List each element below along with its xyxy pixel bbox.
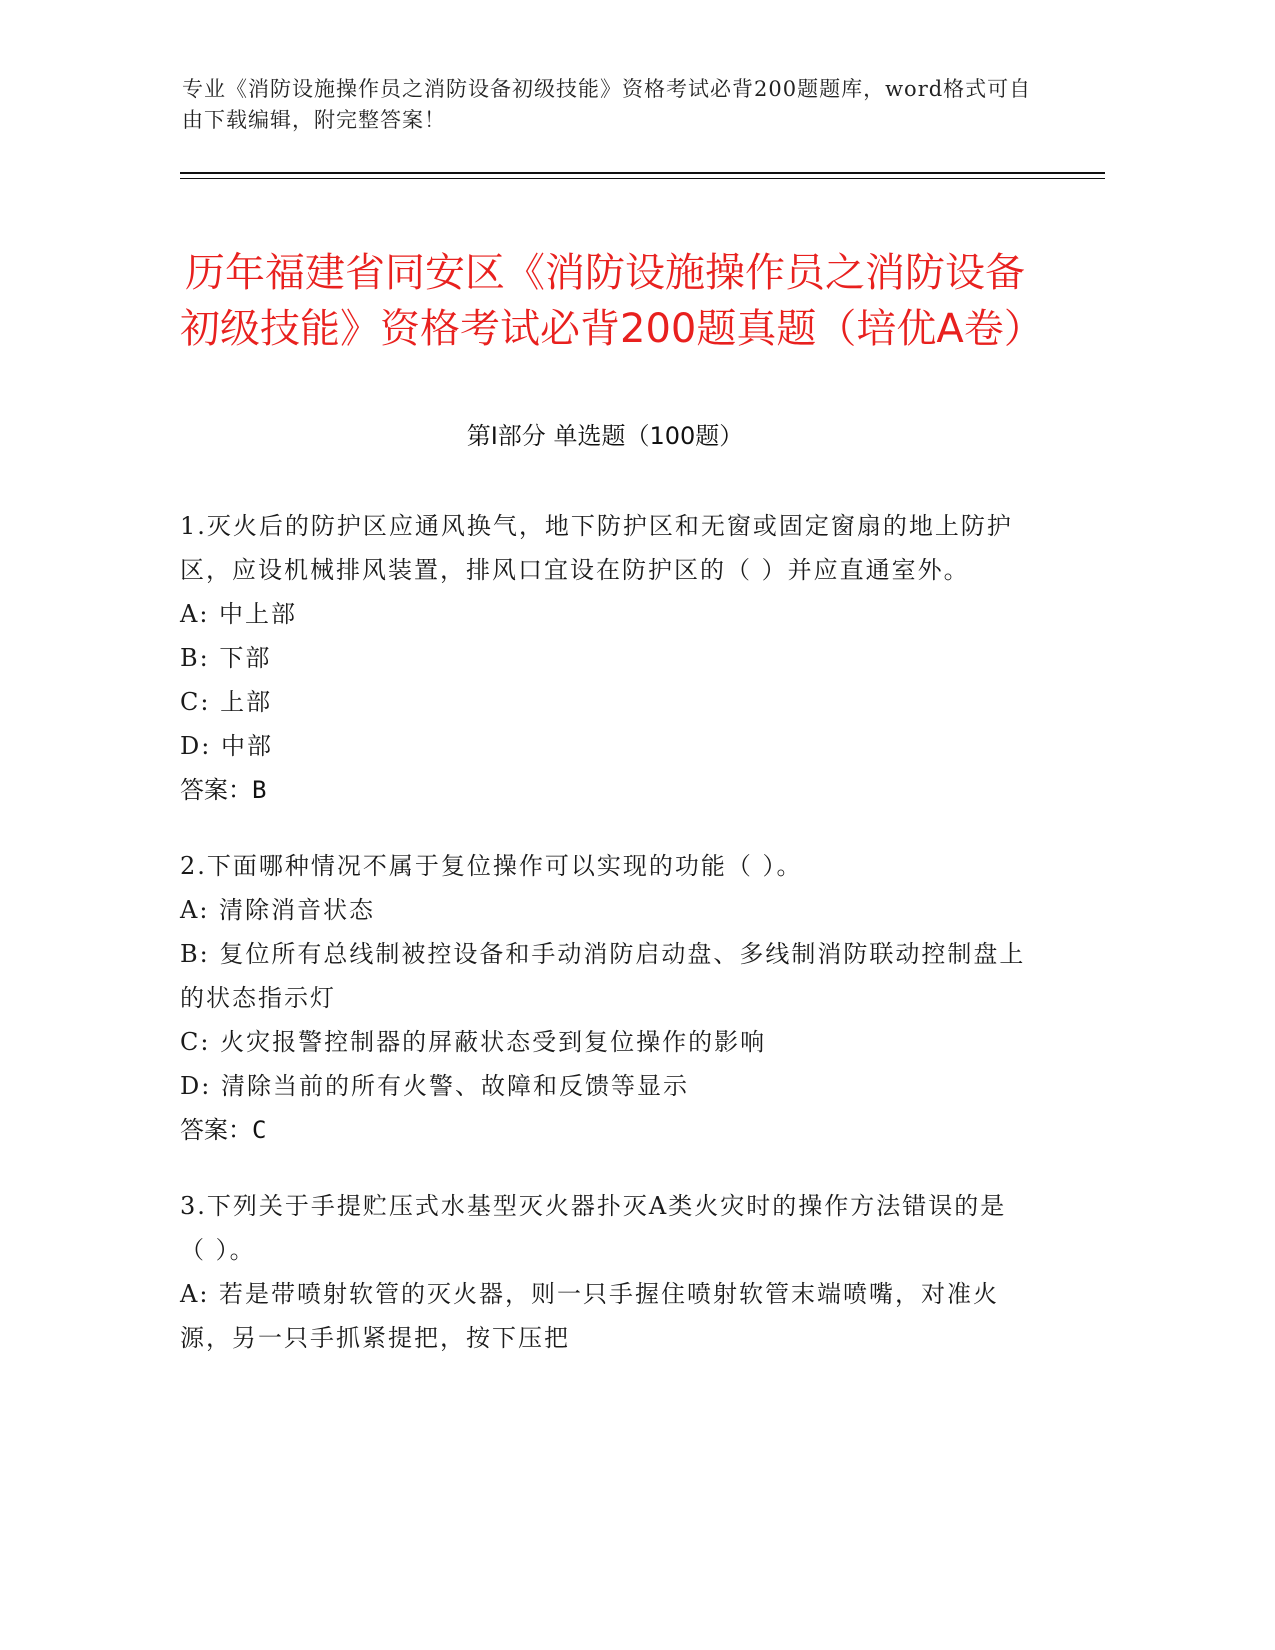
document-title: 历年福建省同安区《消防设施操作员之消防设备初级技能》资格考试必背200题真题（培优A卷）: [180, 249, 1044, 352]
answer-label: 答案：: [180, 1116, 252, 1144]
option-d: D: 中部: [180, 732, 273, 760]
option-b: B: 下部: [180, 644, 272, 672]
header-note: 专业《消防设施操作员之消防设备初级技能》资格考试必背200题题库，word格式可自由下载编辑，附完整答案！: [182, 77, 1032, 132]
answer-value: B: [252, 776, 267, 804]
answer-line: [180, 1108, 1030, 1152]
option-d: D: 清除当前的所有火警、故障和反馈等显示: [180, 1072, 689, 1100]
question-1: [180, 504, 1030, 812]
answer-label: 答案：: [180, 776, 252, 804]
header-rule-thin: [180, 178, 1105, 179]
answer-value: C: [252, 1116, 267, 1144]
question-stem: 2.下面哪种情况不属于复位操作可以实现的功能（ ）。: [180, 852, 803, 880]
question-stem: 3.下列关于手提贮压式水基型灭火器扑灭A类火灾时的操作方法错误的是（ ）。: [180, 1192, 1007, 1264]
question-3: [180, 1184, 1030, 1360]
option-a: A: 中上部: [180, 600, 298, 628]
answer-line: [180, 768, 1030, 812]
header-rule-thick: [180, 172, 1105, 174]
question-2: [180, 844, 1030, 1152]
option-c: C: 上部: [180, 688, 273, 716]
option-a: A: 清除消音状态: [180, 896, 376, 924]
section-title: 第Ⅰ部分 单选题（100题）: [466, 422, 744, 450]
option-a: A: 若是带喷射软管的灭火器，则一只手握住喷射软管末端喷嘴，对准火源，另一只手抓紧提把，按下压把: [180, 1280, 1000, 1352]
option-b: B: 复位所有总线制被控设备和手动消防启动盘、多线制消防联动控制盘上的状态指示灯: [180, 940, 1026, 1012]
question-stem: 1.灭火后的防护区应通风换气，地下防护区和无窗或固定窗扇的地上防护区，应设机械排风装置，排风口宜设在防护区的（ ）并应直通室外。: [180, 512, 1013, 584]
option-c: C: 火灾报警控制器的屏蔽状态受到复位操作的影响: [180, 1028, 767, 1056]
question-list: [180, 504, 1030, 1392]
